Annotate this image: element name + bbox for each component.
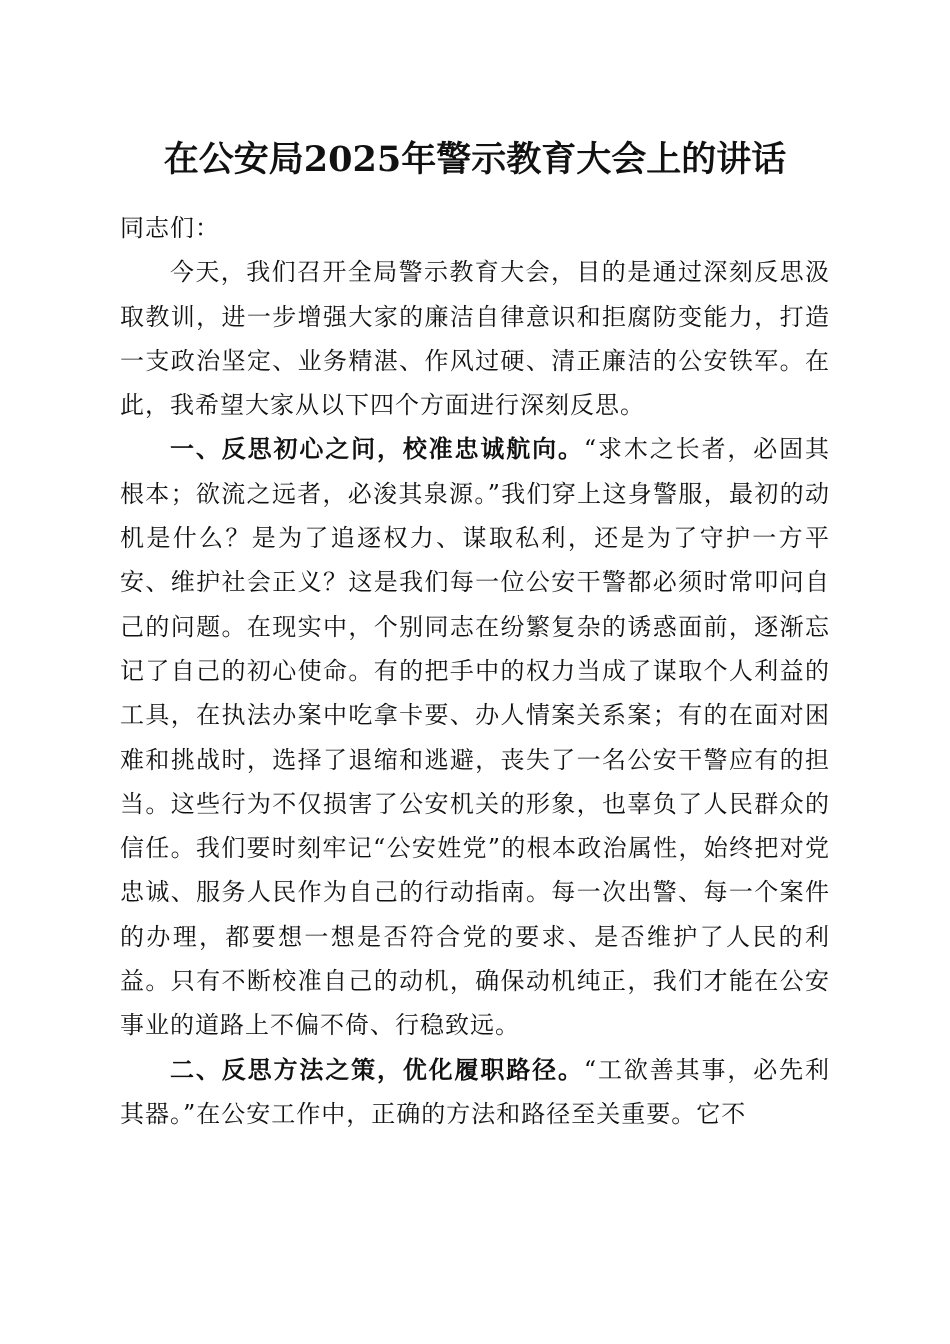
paragraph-text: “工欲善其事，必先利其器。”在公安工作中，正确的方法和路径至关重要。它不 bbox=[120, 1055, 830, 1128]
paragraph-text: “求木之长者，必固其根本；欲流之远者，必浚其泉源。”我们穿上这身警服，最初的动机是什么？是为了追逐权力、谋取私利，还是为了守护一方平安、维护社会正义？这是我们每一位公安干警都必须时常叩问自己的问题。在现实中，个别同志在纷繁复杂的诱惑面前，逐渐忘记了自己的初心使命。有的把手中的权力当成了谋取个人利益的工具，在执法办案中吃拿卡要、办人情案关系案；有的在面对困难和挑战时，选择了退缩和逃避，丧失了一名公安干警应有的担当。这些行为不仅损害了公安机关的形象，也辜负了人民群众的信任。我们要时刻牢记“公安姓党”的根本政治属性，始终把对党忠诚、服务人民作为自己的行动指南。每一次出警、每一个案件的办理，都要想一想是否符合党的要求、是否维护了人民的利益。只有不断校准自己的动机，确保动机纯正，我们才能在公安事业的道路上不偏不倚、行稳致远。 bbox=[120, 435, 830, 1040]
document-title: 在公安局2025年警示教育大会上的讲话 bbox=[163, 139, 787, 180]
document-body bbox=[120, 206, 830, 1136]
section-heading: 一、反思初心之问，校准忠诚航向。 bbox=[170, 435, 584, 464]
paragraph-text: 今天，我们召开全局警示教育大会，目的是通过深刻反思汲取教训，进一步增强大家的廉洁自律意识和拒腐防变能力，打造一支政治坚定、业务精湛、作风过硬、清正廉洁的公安铁军。在此，我希望大家从以下四个方面进行深刻反思。 bbox=[120, 258, 830, 420]
paragraph-intro bbox=[120, 250, 830, 427]
salutation: 同志们： bbox=[120, 214, 220, 242]
paragraph-section-1 bbox=[120, 427, 830, 1047]
section-heading: 二、反思方法之策，优化履职路径。 bbox=[170, 1055, 584, 1084]
paragraph-section-2 bbox=[120, 1048, 830, 1137]
